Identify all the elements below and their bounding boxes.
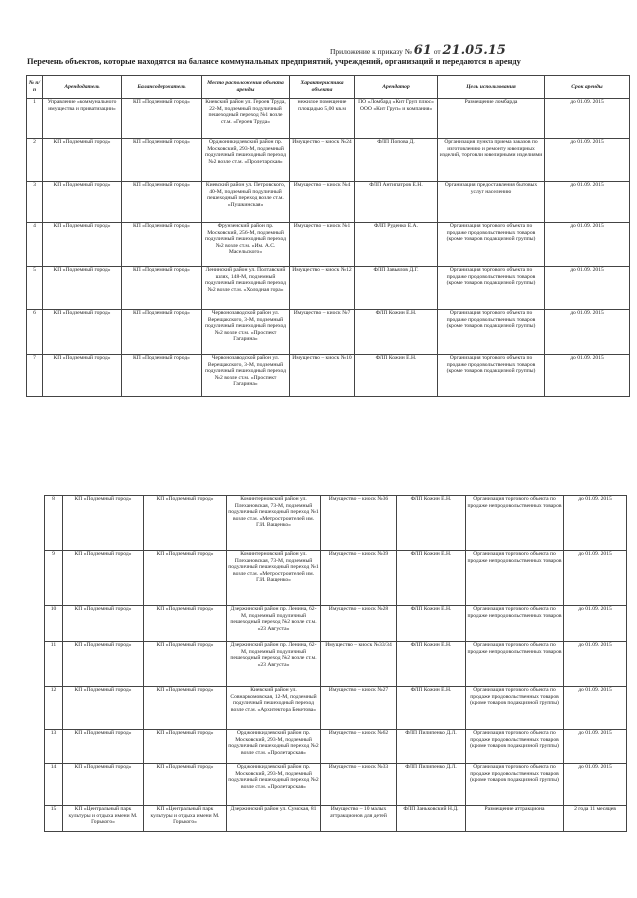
term-cell: до 01.09. 2015 [545, 139, 630, 182]
row-number: 2 [27, 139, 43, 182]
table-row [45, 806, 627, 832]
tenant-cell: ФЛП Кожин Е.Н. [397, 642, 466, 687]
objects-table-page2 [44, 495, 627, 832]
objects-table-page1 [26, 75, 630, 397]
landlord-cell: КП «Подземный город» [63, 730, 144, 764]
appendix-label: Приложение к приказу № [330, 47, 412, 56]
tenant-cell: ФЛП Заньковский Н.Д. [397, 806, 466, 832]
table-row [27, 355, 630, 397]
table-header-row [27, 76, 630, 99]
holder-cell: КП «Подземный город» [144, 551, 227, 606]
tenant-cell: ФЛП Кожин Е.Н. [397, 496, 466, 551]
purpose-cell: Организация торгового объекта по продаже продовольственных товаров (кроме товаров подакцизной группы) [466, 764, 564, 806]
holder-cell: КП «Подземный город» [122, 355, 202, 397]
col-holder-header: Балансодержатель [122, 76, 202, 99]
purpose-cell: Организация торгового объекта по продаже продовольственных товаров (кроме товаров подакцизной группы) [466, 687, 564, 730]
purpose-cell: Организация торгового объекта по продаже непродовольственных товаров [466, 606, 564, 642]
landlord-cell: КП «Подземный город» [63, 496, 144, 551]
table-row [27, 310, 630, 355]
col-characteristic-header: Характеристика объекта [290, 76, 355, 99]
characteristic-cell: Имущество – киоск №4 [290, 182, 355, 223]
purpose-cell: Организация торгового объекта по продаже продовольственных товаров (кроме товаров подакцизной группы) [438, 267, 545, 310]
holder-cell: КП «Центральный парк культуры и отдыха имени М. Горького» [144, 806, 227, 832]
purpose-cell: Организация предоставления бытовых услуг населению [438, 182, 545, 223]
holder-cell: КП «Подземный город» [122, 267, 202, 310]
holder-cell: КП «Подземный город» [122, 99, 202, 139]
table-row [45, 687, 627, 730]
characteristic-cell: Имущество – киоск №7 [290, 310, 355, 355]
location-cell: Дзержинский район пр. Ленина, 62-М, подземный подуличный пешеходный переход №2 возле ст.м. «23 Августа» [227, 642, 321, 687]
tenant-cell: ФЛП Кожин Е.Н. [355, 355, 438, 397]
characteristic-cell: Имущество – киоск №33/34 [321, 642, 397, 687]
tenant-cell: ПО «Ломбард «Кит Груп плюс» ООО «Кит Груп» и компания» [355, 99, 438, 139]
row-number: 10 [45, 606, 63, 642]
location-cell: Орджоникидзевский район пр. Московский, 293-М, подземный подуличный пешеходный переход №2 возле ст.м. «Пролетарская» [227, 730, 321, 764]
term-cell: до 01.09. 2015 [564, 764, 627, 806]
holder-cell: КП «Подземный город» [144, 687, 227, 730]
appendix-line [330, 43, 506, 58]
landlord-cell: КП «Подземный город» [63, 642, 144, 687]
term-cell: 2 года 11 месяцев [564, 806, 627, 832]
tenant-cell: ФЛП Попова Д. [355, 139, 438, 182]
location-cell: Червонозаводской район ул. Верещакского, 3-М, подземный подуличный пешеходный переход №2 возле ст.м. «Проспект Гагарина» [202, 310, 290, 355]
characteristic-cell: Имущество – киоск №12 [290, 267, 355, 310]
landlord-cell: КП «Подземный город» [43, 139, 122, 182]
row-number: 8 [45, 496, 63, 551]
landlord-cell: КП «Центральный парк культуры и отдыха имени М. Горького» [63, 806, 144, 832]
holder-cell: КП «Подземный город» [144, 764, 227, 806]
table-row [27, 182, 630, 223]
tenant-cell: ФЛП Кожин Е.Н. [397, 606, 466, 642]
purpose-cell: Организация торгового объекта по продаже непродовольственных товаров [466, 496, 564, 551]
location-cell: Киевский район ул. Героев Труда, 22-М, подземный подуличный пешеходный переход №1 возле ст.м. «Героев Труда» [202, 99, 290, 139]
purpose-cell: Организация торгового объекта по продаже продовольственных товаров (кроме товаров подакцизной группы) [438, 310, 545, 355]
location-cell: Коминтерновский район ул. Плехановская, 73-М, подземный подуличный пешеходный переход №1 возле ст.м. «Метростроителей им. Г.И. Ващенко» [227, 496, 321, 551]
characteristic-cell: Имущество – киоск №24 [290, 139, 355, 182]
tenant-cell: ФЛП Пилипенко Д.Л. [397, 764, 466, 806]
tenant-cell: ФЛП Руденко Е.А. [355, 223, 438, 267]
row-number: 12 [45, 687, 63, 730]
term-cell: до 01.09. 2015 [564, 687, 627, 730]
row-number: 11 [45, 642, 63, 687]
row-number: 9 [45, 551, 63, 606]
holder-cell: КП «Подземный город» [144, 642, 227, 687]
table-row [45, 496, 627, 551]
characteristic-cell: Имущество – киоск №39 [321, 551, 397, 606]
purpose-cell: Размещение аттракциона [466, 806, 564, 832]
row-number: 1 [27, 99, 43, 139]
characteristic-cell: Имущество – киоск №33 [321, 764, 397, 806]
characteristic-cell: Имущество – киоск №62 [321, 730, 397, 764]
landlord-cell: КП «Подземный город» [63, 606, 144, 642]
purpose-cell: Организация торгового объекта по продаже продовольственных товаров (кроме товаров подакцизной группы) [438, 355, 545, 397]
location-cell: Орджоникидзевский район пр. Московский, 293-М, подземный подуличный пешеходный переход №2 возле ст.м. «Пролетарская» [227, 764, 321, 806]
characteristic-cell: Имущество – киоск №36 [321, 496, 397, 551]
location-cell: Червонозаводской район ул. Верещакского, 3-М, подземный подуличный пешеходный переход №2 возле ст.м. «Проспект Гагарина» [202, 355, 290, 397]
term-cell: до 01.09. 2015 [545, 99, 630, 139]
landlord-cell: КП «Подземный город» [43, 355, 122, 397]
col-number-header: № п/п [27, 76, 43, 99]
characteristic-cell: Имущество – киоск №1 [290, 223, 355, 267]
term-cell: до 01.09. 2015 [545, 223, 630, 267]
purpose-cell: Организация торгового объекта по продаже продовольственных товаров (кроме товаров подакцизной группы) [438, 223, 545, 267]
tenant-cell: ФЛП Кожин Е.Н. [397, 551, 466, 606]
row-number: 7 [27, 355, 43, 397]
document-title: Перечень объектов, которые находятся на балансе коммунальных предприятий, учреждений, организаций и передаются в аренду [27, 57, 521, 66]
tenant-cell: ФЛП Кожин Е.Н. [355, 310, 438, 355]
col-location-header: Место расположения объекта аренды [202, 76, 290, 99]
table-row [27, 223, 630, 267]
table-row [27, 267, 630, 310]
location-cell: Дзержинский район пр. Ленина, 62-М, подземный подуличный пешеходный переход №2 возле ст.м. «23 Августа» [227, 606, 321, 642]
landlord-cell: КП «Подземный город» [63, 764, 144, 806]
location-cell: Коминтерновский район ул. Плехановская, 73-М, подземный подуличный пешеходный переход №1 возле ст.м. «Метростроителей им. Г.И. Ващенко» [227, 551, 321, 606]
characteristic-cell: Имущество – киоск №27 [321, 687, 397, 730]
term-cell: до 01.09. 2015 [545, 182, 630, 223]
holder-cell: КП «Подземный город» [144, 730, 227, 764]
holder-cell: КП «Подземный город» [122, 310, 202, 355]
table-row [27, 99, 630, 139]
purpose-cell: Организация торгового объекта по продаже непродовольственных товаров [466, 642, 564, 687]
row-number: 14 [45, 764, 63, 806]
row-number: 4 [27, 223, 43, 267]
purpose-cell: Организация пункта приема заказов по изготовлению и ремонту ювелирных изделий, торговли ювелирными изделиями [438, 139, 545, 182]
term-cell: до 01.09. 2015 [564, 496, 627, 551]
purpose-cell: Организация торгового объекта по продаже продовольственных товаров (кроме товаров подакцизной группы) [466, 730, 564, 764]
term-cell: до 01.09. 2015 [545, 355, 630, 397]
purpose-cell: Организация торгового объекта по продаже непродовольственных товаров [466, 551, 564, 606]
term-cell: до 01.09. 2015 [564, 606, 627, 642]
tenant-cell: ФЛП Пилипенко Д.Л. [397, 730, 466, 764]
col-tenant-header: Арендатор [355, 76, 438, 99]
location-cell: Дзержинский район ул. Сумская, 81 [227, 806, 321, 832]
landlord-cell: КП «Подземный город» [43, 182, 122, 223]
row-number: 15 [45, 806, 63, 832]
col-purpose-header: Цель использования [438, 76, 545, 99]
table-row [45, 730, 627, 764]
col-term-header: Срок аренды [545, 76, 630, 99]
term-cell: до 01.09. 2015 [564, 642, 627, 687]
table-row [45, 764, 627, 806]
term-cell: до 01.09. 2015 [564, 730, 627, 764]
holder-cell: КП «Подземный город» [122, 139, 202, 182]
table-row [45, 606, 627, 642]
characteristic-cell: Имущество – киоск №28 [321, 606, 397, 642]
date-prefix: от [433, 47, 441, 56]
holder-cell: КП «Подземный город» [144, 606, 227, 642]
order-date: 21.05.15 [442, 43, 506, 58]
holder-cell: КП «Подземный город» [122, 223, 202, 267]
purpose-cell: Размещение ломбарда [438, 99, 545, 139]
characteristic-cell: нежилое помещение площадью 5,00 кв.м [290, 99, 355, 139]
term-cell: до 01.09. 2015 [564, 551, 627, 606]
tenant-cell: ФЛП Кожин Е.Н. [397, 687, 466, 730]
location-cell: Орджоникидзевский район пр. Московский, 293-М, подземный подуличный пешеходный переход №2 возле ст.м. «Пролетарская» [202, 139, 290, 182]
location-cell: Ленинский район ул. Полтавский шлях, 148-М, подземный подуличный пешеходный переход №2 возле ст.м. «Холодная гора» [202, 267, 290, 310]
tenant-cell: ФЛП Завьялов Д.Г. [355, 267, 438, 310]
location-cell: Киевский район ул. Петровского, 40-М, подземный подуличный пешеходный переход возле ст.м. «Пушкинская» [202, 182, 290, 223]
landlord-cell: КП «Подземный город» [63, 551, 144, 606]
characteristic-cell: Имущество – киоск №10 [290, 355, 355, 397]
holder-cell: КП «Подземный город» [122, 182, 202, 223]
holder-cell: КП «Подземный город» [144, 496, 227, 551]
order-number: 61 [413, 43, 432, 58]
characteristic-cell: Имущество – 10 малых аттракционов для детей [321, 806, 397, 832]
landlord-cell: Управление «коммунального имущества и приватизации» [43, 99, 122, 139]
landlord-cell: КП «Подземный город» [43, 223, 122, 267]
landlord-cell: КП «Подземный город» [63, 687, 144, 730]
table-row [27, 139, 630, 182]
col-landlord-header: Арендодатель [43, 76, 122, 99]
landlord-cell: КП «Подземный город» [43, 267, 122, 310]
table-row [45, 642, 627, 687]
term-cell: до 01.09. 2015 [545, 310, 630, 355]
table-row [45, 551, 627, 606]
landlord-cell: КП «Подземный город» [43, 310, 122, 355]
location-cell: Киевский район ул. Совнаркомовская, 12-М, подземный подуличный пешеходный переход возле ст.м. «Архитектора Бекетова» [227, 687, 321, 730]
row-number: 3 [27, 182, 43, 223]
location-cell: Фрунзенский район пр. Московский, 256-М, подземный подуличный пешеходный переход №2 возле ст.м. «Им. А.С. Масельского» [202, 223, 290, 267]
tenant-cell: ФЛП Антипатров Е.Н. [355, 182, 438, 223]
row-number: 6 [27, 310, 43, 355]
row-number: 13 [45, 730, 63, 764]
term-cell: до 01.09. 2015 [545, 267, 630, 310]
row-number: 5 [27, 267, 43, 310]
